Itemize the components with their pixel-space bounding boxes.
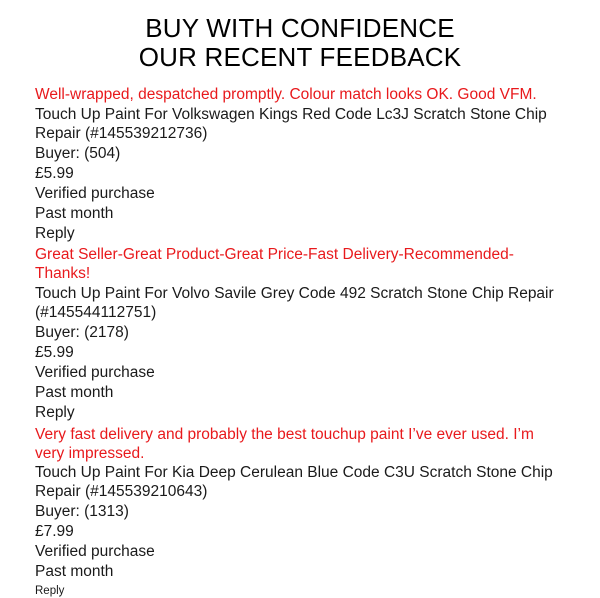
feedback-item — [35, 246, 565, 422]
feedback-reply-link[interactable]: Reply — [35, 403, 75, 421]
feedback-item — [35, 426, 565, 598]
feedback-item-title: Touch Up Paint For Volkswagen Kings Red Code Lc3J Scratch Stone Chip Repair (#145539212736) — [35, 106, 547, 143]
feedback-price: £5.99 — [35, 344, 74, 361]
feedback-comment: Great Seller-Great Product-Great Price-Fast Delivery-Recommended-Thanks! — [35, 246, 514, 283]
feedback-buyer: Buyer: (504) — [35, 144, 121, 162]
page-title-line-1: BUY WITH CONFIDENCE — [145, 13, 455, 43]
feedback-reply-link[interactable]: Reply — [35, 224, 75, 242]
feedback-item — [35, 86, 565, 243]
feedback-date: Past month — [35, 383, 114, 401]
feedback-price: £7.99 — [35, 523, 74, 541]
feedback-reply-link[interactable]: Reply — [35, 584, 65, 597]
feedback-date: Past month — [35, 204, 114, 222]
page-title-line-2: OUR RECENT FEEDBACK — [138, 42, 462, 73]
feedback-verified-purchase: Verified purchase — [35, 184, 155, 202]
feedback-comment: Very fast delivery and probably the best touchup paint I’ve ever used. I’m very impressed. — [35, 425, 534, 462]
feedback-price: £5.99 — [35, 164, 74, 182]
feedback-item-title: Touch Up Paint For Volvo Savile Grey Code 492 Scratch Stone Chip Repair (#145544112751) — [35, 285, 554, 322]
feedback-list — [30, 86, 570, 598]
feedback-buyer: Buyer: (2178) — [35, 324, 129, 342]
feedback-date: Past month — [35, 562, 114, 580]
feedback-verified-purchase: Verified purchase — [35, 363, 155, 381]
page-title — [30, 14, 570, 72]
feedback-buyer: Buyer: (1313) — [35, 503, 129, 521]
feedback-verified-purchase: Verified purchase — [35, 543, 155, 561]
feedback-comment: Well-wrapped, despatched promptly. Colour match looks OK. Good VFM. — [35, 86, 537, 104]
feedback-item-title: Touch Up Paint For Kia Deep Cerulean Blue Code C3U Scratch Stone Chip Repair (#145539210643) — [35, 464, 553, 501]
